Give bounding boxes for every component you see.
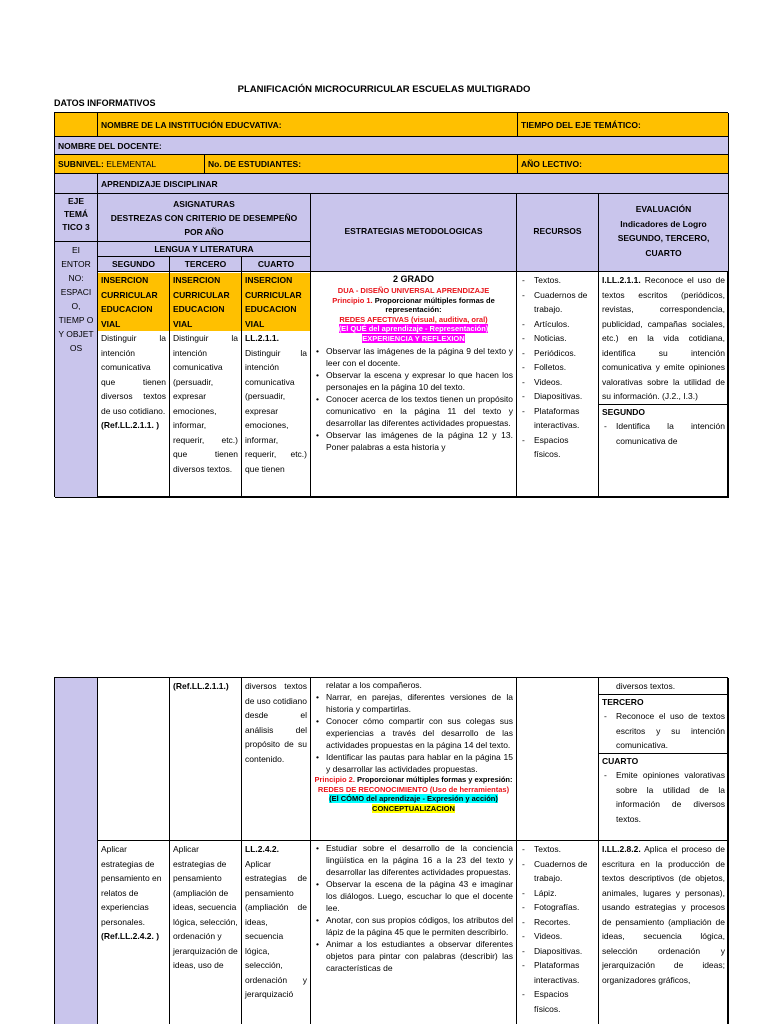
- grade-fourth-header: CUARTO: [242, 257, 311, 272]
- list-item: • Observar la escena y expresar lo que hacen los personajes en la página 10 del texto.: [326, 369, 513, 393]
- list-item: - Plataformas interactivas.: [534, 404, 595, 433]
- third-grade-ref-cell: [170, 678, 242, 841]
- fourth-grade-skill-text-2: Aplicar estrategias de pensamiento (ampliación de ideas, secuencia lógica, selección, ordenación y jerarquizació: [245, 858, 307, 999]
- fourth-grade-skill-cell: [242, 272, 311, 498]
- list-item: - Lápiz.: [534, 886, 595, 901]
- evaluation-header: [599, 194, 729, 272]
- list-item: • Observar las imágenes de la página 12 y 13. Poner palabras a esta historia y: [326, 429, 513, 453]
- evaluation-indicator: [602, 273, 725, 404]
- list-item: - Plataformas interactivas.: [534, 958, 595, 987]
- road-education-label: INSERCION CURRICULAR EDUCACION VIAL: [98, 273, 169, 331]
- grade-third-header: TERCERO: [170, 257, 242, 272]
- blank-cell: [55, 174, 98, 194]
- second-grade-skill-ref: (Ref.LL.2.1.1. ): [101, 420, 160, 430]
- list-item: • Observar las imágenes de la página 9 del texto y leer con el docente.: [326, 345, 513, 369]
- second-grade-skill-cell: [98, 272, 170, 498]
- second-grade-skill-text-2: Aplicar estrategias de pensamiento en relatos de experiencias personales.: [101, 844, 162, 927]
- strategies-cell: [311, 272, 517, 498]
- second-grade-skill-cell-2: [98, 841, 170, 1024]
- axis-header: EJE TEMÁ TICO 3: [55, 194, 98, 242]
- second-grade-skill-cell-continued: [98, 678, 170, 841]
- strategies-lead: relatar a los compañeros.: [326, 680, 422, 690]
- eval-lead: diversos textos.: [616, 681, 676, 691]
- school-year-label: AÑO LECTIVO:: [518, 155, 729, 174]
- evaluation-cell: [599, 272, 729, 498]
- second-grade-skill-ref-2: (Ref.LL.2.4.2. ): [101, 931, 160, 941]
- grade-second-header: SEGUNDO: [98, 257, 170, 272]
- list-item: - Noticias.: [534, 331, 595, 346]
- list-item: • Narrar, en parejas, diferentes versiones de la historia y compartirlas.: [326, 691, 513, 715]
- fourth-grade-skill-code-2: LL.2.4.2.: [245, 844, 280, 854]
- list-item: • Estudiar sobre el desarrollo de la conciencia lingüística en la página 16 a la 23 del texto y desarrollar las diferentes actividades propuestas.: [326, 842, 513, 878]
- evaluation-code: I.LL.2.1.1.: [602, 275, 641, 285]
- list-item: - Emite opiniones valorativas sobre la utilidad de la información de diversos textos.: [616, 768, 725, 826]
- eval-second-label: SEGUNDO: [599, 404, 728, 420]
- grade-heading: 2 GRADO: [392, 274, 434, 284]
- resources-list: [520, 842, 595, 1016]
- list-item: - Periódicos.: [534, 346, 595, 361]
- strategies-list: [314, 345, 513, 453]
- evaluation-text: Reconoce el uso de textos escritos (periódicos, revistas, correspondencia, publicidad, campañas sociales, etc.) en la vida cotidiana, identifica su intención comunicativa y emite opiniones valorativas sobre la utilidad de su información. (J.2., I.3.): [602, 275, 725, 401]
- third-grade-skill-text-2: Aplicar estrategias de pensamiento (ampliación de ideas, secuencia lógica, selección, ordenación y jerarquización de ideas, uso de: [173, 844, 238, 970]
- strategies-cell-continued: [311, 678, 517, 841]
- teacher-label: NOMBRE DEL DOCENTE:: [55, 137, 729, 155]
- document-title: PLANIFICACIÓN MICROCURRICULAR ESCUELAS MULTIGRADO: [237, 84, 531, 95]
- recognition-networks: REDES DE RECONOCIMIENTO (Uso de herramientas): [317, 784, 510, 794]
- list-item: - Artículos.: [534, 317, 595, 332]
- evaluation-cell-2: [599, 841, 729, 1024]
- document-subtitle: DATOS INFORMATIVOS: [54, 98, 156, 108]
- list-item: - Diapositivas.: [534, 944, 595, 959]
- eval-fourth-list: [602, 768, 725, 826]
- fourth-grade-skill-text-continued: diversos textos de uso cotidiano desde el análisis del propósito de su contenido.: [245, 681, 307, 764]
- planning-table-page-1: [54, 112, 728, 497]
- third-grade-skill-cell: [170, 272, 242, 498]
- skills-label: DESTREZAS CON CRITERIO DE DESEMPEÑO POR AÑO: [110, 213, 298, 237]
- road-education-label: INSERCION CURRICULAR EDUCACION VIAL: [170, 273, 241, 331]
- time-label: TIEMPO DEL EJE TEMÁTICO:: [518, 113, 729, 137]
- list-item: - Espacios físicos.: [534, 987, 595, 1016]
- list-item: - Videos.: [534, 375, 595, 390]
- evaluation-indicator-2: [602, 842, 725, 987]
- students-label: No. DE ESTUDIANTES:: [205, 155, 518, 174]
- sublevel-label: SUBNIVEL:: [58, 159, 104, 169]
- list-item: • Observar la escena de la página 43 e imaginar los diálogos. Luego, escuchar lo que el docente lee.: [326, 878, 513, 914]
- principle-1-label: Principio 1.: [332, 295, 373, 305]
- experience-line: [314, 334, 513, 344]
- second-grade-skill-text: Distinguir la intención comunicativa que tienen diversos textos de uso cotidiano.: [101, 333, 166, 416]
- institution-label: NOMBRE DE LA INSTITUCIÓN EDUCVATIVA:: [98, 113, 518, 137]
- strategies-list: [314, 691, 513, 775]
- evaluation-cell-continued: [599, 678, 729, 841]
- corner-cell: [55, 113, 98, 137]
- list-item: - Reconoce el uso de textos escritos y su intención comunicativa.: [616, 709, 725, 753]
- resources-cell-2: [517, 841, 599, 1024]
- list-item: - Recortes.: [534, 915, 595, 930]
- sublevel-cell: [55, 155, 205, 174]
- list-item: • Anotar, con sus propios códigos, los atributos del lápiz de la página 45 que le permiten describirlo.: [326, 914, 513, 938]
- list-item: - Diapositivas.: [534, 389, 595, 404]
- principle-2: [314, 775, 513, 785]
- list-item: - Espacios físicos.: [534, 433, 595, 462]
- resources-header: RECURSOS: [517, 194, 599, 272]
- evaluation-subtitle: Indicadores de Logro SEGUNDO, TERCERO, CUARTO: [617, 218, 710, 258]
- fourth-grade-skill-code: LL.2.1.1.: [245, 333, 280, 343]
- fourth-grade-skill-text: Distinguir la intención comunicativa (persuadir, expresar emociones, informar, requerir, etc.) que tienen: [245, 347, 307, 474]
- principle-2-label: Principio 2.: [314, 775, 355, 784]
- list-item: - Cuadernos de trabajo.: [534, 288, 595, 317]
- principle-2-text: Proporcionar múltiples formas y expresión:: [357, 775, 513, 784]
- third-grade-skill-ref: (Ref.LL.2.1.1.): [173, 681, 229, 691]
- strategies-cell-2: [311, 841, 517, 1024]
- how-of-learning-line: [314, 794, 513, 804]
- axis-cell-continued: [55, 678, 98, 1024]
- planning-table-page-2: [54, 677, 728, 1024]
- axis-cell: EI ENTOR NO: ESPACI O, TIEMP O Y OBJET OS: [55, 242, 98, 498]
- list-item: - Textos.: [534, 273, 595, 288]
- list-item: • Conocer acerca de los textos tienen un propósito comunicativo en la página 11 del texto y desarrollar las diferentes actividades propuestas.: [326, 393, 513, 429]
- road-education-label: INSERCION CURRICULAR EDUCACION VIAL: [242, 273, 310, 331]
- experience-reflection: EXPERIENCIA Y REFLEXION: [362, 333, 465, 343]
- principle-1-text: Proporcionar múltiples formas de representación:: [374, 295, 495, 314]
- sublevel-value: ELEMENTAL: [106, 159, 157, 169]
- third-grade-skill-text: Distinguir la intención comunicativa (persuadir, expresar emociones, informar, requerir, etc.) que tienen diversos textos.: [173, 333, 238, 474]
- evaluation-text-2: Aplica el proceso de escritura en la producción de textos descriptivos (de objetos, animales, lugares y personas), usando estrategias y procesos de pensamiento (ampliación de ideas, secuencia lógica, selección ordenación y jerarquización de ideas; organizadores gráficos,: [602, 844, 725, 985]
- list-item: • Conocer cómo compartir con sus colegas sus experiencias a través del desarrollo de las actividades propuestas en la página 14 del texto.: [326, 715, 513, 751]
- resources-cell-continued: [517, 678, 599, 841]
- udl-heading: DUA - DISEÑO UNIVERSAL APRENDIZAJE: [337, 286, 490, 295]
- subjects-header: [98, 194, 311, 242]
- how-of-learning: (El CÓMO del aprendizaje - Expresión y acción): [329, 794, 498, 803]
- list-item: - Fotografías.: [534, 900, 595, 915]
- list-item: - Identifica la intención comunicativa de: [616, 419, 725, 448]
- conceptualization: CONCEPTUALIZACION: [372, 803, 455, 813]
- third-grade-skill-cell-2: [170, 841, 242, 1024]
- resources-list: [520, 273, 595, 462]
- disciplinary-learning-label: APRENDIZAJE DISCIPLINAR: [98, 174, 729, 194]
- principle-1: [314, 296, 513, 315]
- fourth-grade-skill-cell-2: [242, 841, 311, 1024]
- fourth-grade-skill-cell-continued: [242, 678, 311, 841]
- eval-third-list: [602, 709, 725, 753]
- list-item: - Folletos.: [534, 360, 595, 375]
- affective-networks: REDES AFECTIVAS (visual, auditiva, oral): [339, 314, 488, 324]
- eval-second-list: [602, 419, 725, 448]
- list-item: - Cuadernos de trabajo.: [534, 857, 595, 886]
- list-item: • Animar a los estudiantes a observar diferentes objetos para pintar con palabras (describir) las características de: [326, 938, 513, 974]
- language-subject-label: LENGUA Y LITERATURA: [98, 242, 311, 257]
- strategies-list: [314, 842, 513, 974]
- strategies-header: ESTRATEGIAS METODOLOGICAS: [311, 194, 517, 272]
- eval-fourth-label: CUARTO: [599, 753, 728, 769]
- list-item: - Textos.: [534, 842, 595, 857]
- eval-third-label: TERCERO: [599, 694, 728, 710]
- what-of-learning: (El QUÉ del aprendizaje - Representación): [338, 324, 489, 333]
- subjects-label: ASIGNATURAS: [173, 199, 235, 209]
- evaluation-code-2: I.LL.2.8.2.: [602, 844, 641, 854]
- list-item: • Identificar las pautas para hablar en la página 15 y desarrollar las actividades propuestas.: [326, 751, 513, 775]
- resources-cell: [517, 272, 599, 498]
- what-of-learning-line: [314, 324, 513, 334]
- list-item: - Videos.: [534, 929, 595, 944]
- conceptualization-line: [314, 804, 513, 814]
- evaluation-title: EVALUACIÓN: [635, 204, 692, 214]
